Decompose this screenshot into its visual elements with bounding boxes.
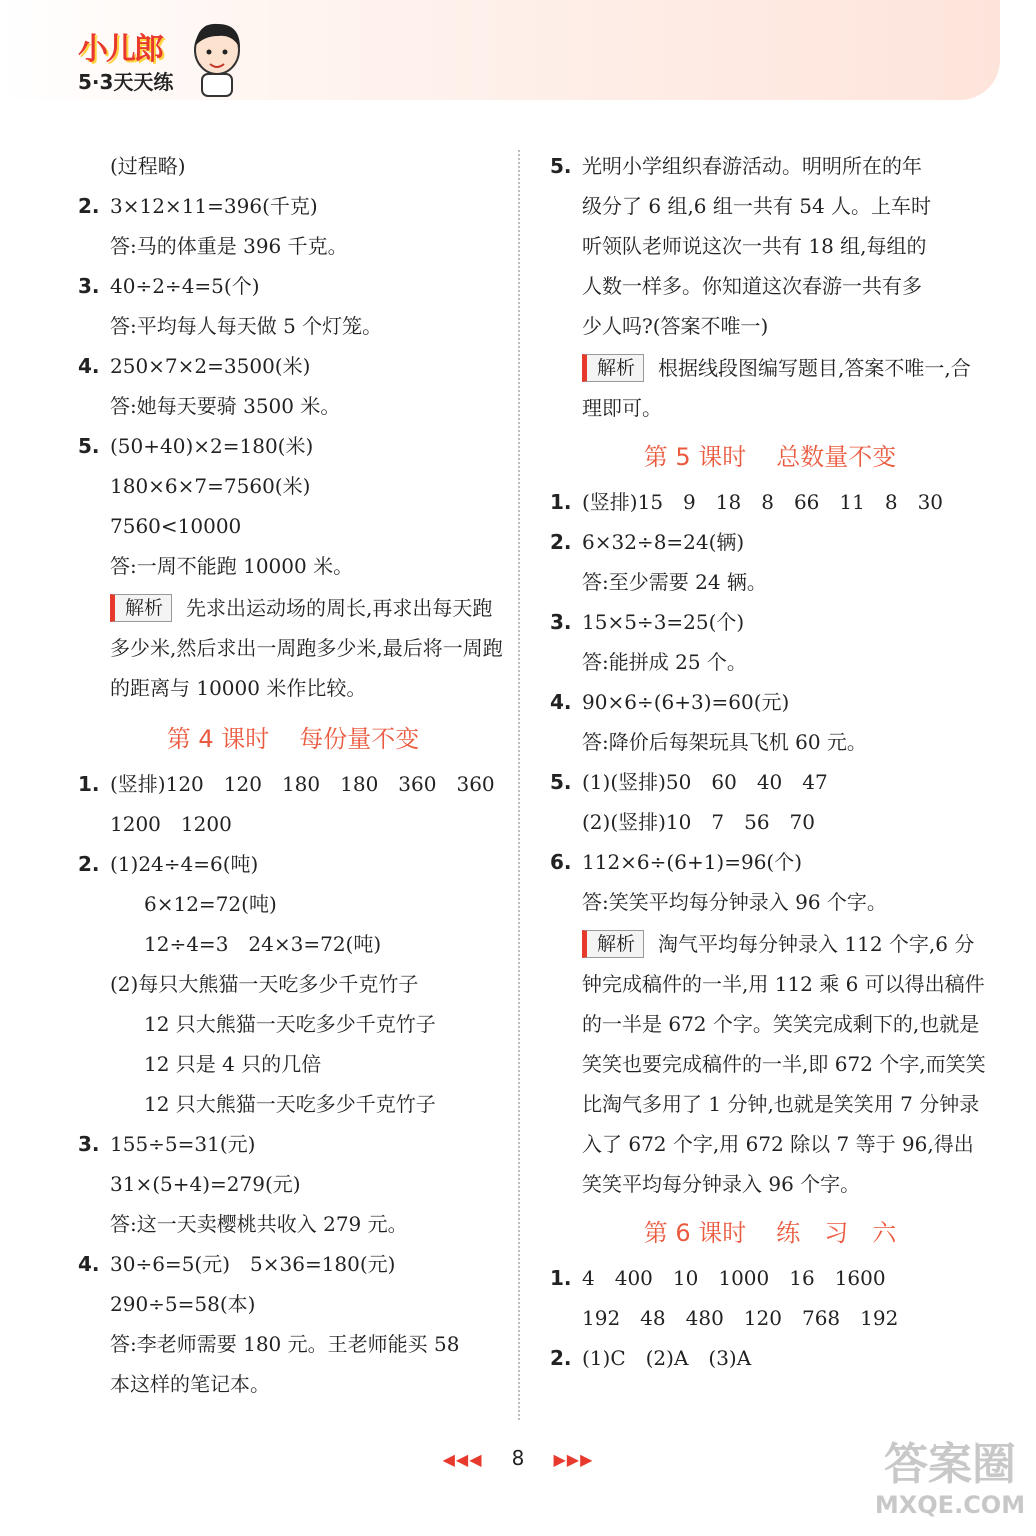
lesson5-question-2 <box>550 522 990 562</box>
watermark-logo: 答案圈 <box>884 1439 1016 1490</box>
answer: 答:马的体重是 396 千克。 <box>110 234 348 258</box>
comparison: 7560<10000 <box>110 514 242 538</box>
answer-line: (1)(竖排)50 60 40 47 <box>582 770 828 794</box>
question-number: 4. <box>78 354 100 378</box>
problem-text: 人数一样多。你知道这次春游一共有多 <box>582 274 922 298</box>
section-title-lesson-4 <box>78 714 508 764</box>
lesson-name: 总数量不变 <box>776 443 897 471</box>
left-column <box>78 146 508 1404</box>
answer: 答:降价后每架玩具飞机 60 元。 <box>582 730 867 754</box>
lesson-name: 练 习 六 <box>776 1219 897 1247</box>
answer-line: (竖排)120 120 180 180 360 360 <box>110 772 495 796</box>
answer-line: 12÷4=3 24×3=72(吨) <box>144 932 382 956</box>
problem-text: 听领队老师说这次一共有 18 组,每组的 <box>582 234 927 258</box>
lesson5-question-1 <box>550 482 990 522</box>
lesson6-question-2 <box>550 1338 990 1378</box>
question-4 <box>78 346 508 386</box>
answer-line: 12 只大熊猫一天吃多少千克竹子 <box>144 1012 436 1036</box>
process-omitted: (过程略) <box>110 154 186 178</box>
equation: 112×6÷(6+1)=96(个) <box>582 850 803 874</box>
lesson4-question-3 <box>78 1124 508 1164</box>
question-3 <box>78 266 508 306</box>
answer: 答:她每天要骑 3500 米。 <box>110 394 341 418</box>
answer-line: 1200 1200 <box>110 812 232 836</box>
answer-line: 12 只大熊猫一天吃多少千克竹子 <box>144 1092 436 1116</box>
answer-line: 4 400 10 1000 16 1600 <box>582 1266 886 1290</box>
lesson5-question-4 <box>550 682 990 722</box>
analysis-tag: 解析 <box>582 930 644 958</box>
equation: 250×7×2=3500(米) <box>110 354 311 378</box>
right-column <box>550 146 990 1378</box>
problem-text: 光明小学组织春游活动。明明所在的年 <box>582 154 922 178</box>
equation: 290÷5=58(本) <box>110 1292 256 1316</box>
answer-line: 192 48 480 120 768 192 <box>582 1306 899 1330</box>
question-number: 3. <box>78 274 100 298</box>
question-number: 4. <box>550 690 572 714</box>
answer: 答:至少需要 24 辆。 <box>582 570 767 594</box>
next-arrows-icon: ▶▶▶ <box>553 1450 594 1469</box>
answer: 本这样的笔记本。 <box>110 1372 270 1396</box>
analysis-block <box>78 588 508 708</box>
section-title-lesson-5 <box>550 432 990 482</box>
question-number: 2. <box>550 1346 572 1370</box>
equation: 3×12×11=396(千克) <box>110 194 318 218</box>
question-5-problem <box>550 146 990 186</box>
question-number: 5. <box>550 770 572 794</box>
answer: 答:笑笑平均每分钟录入 96 个字。 <box>582 890 887 914</box>
answer-line: (竖排)15 9 18 8 66 11 8 30 <box>582 490 944 514</box>
lesson5-question-5 <box>550 762 990 802</box>
lesson-name: 每份量不变 <box>299 725 420 753</box>
lesson5-question-6 <box>550 842 990 882</box>
lesson-number: 第 5 课时 <box>643 443 747 471</box>
analysis-text: 根据线段图编写题目,答案不唯一,合理即可。 <box>582 356 971 420</box>
question-number: 3. <box>78 1132 100 1156</box>
lesson4-question-2 <box>78 844 508 884</box>
mascot-icon <box>188 20 246 98</box>
equation: 6×32÷8=24(辆) <box>582 530 745 554</box>
question-number: 5. <box>78 434 100 458</box>
answer: 答:李老师需要 180 元。王老师能买 58 <box>110 1332 460 1356</box>
answer: 答:一周不能跑 10000 米。 <box>110 554 354 578</box>
analysis-tag: 解析 <box>582 354 644 382</box>
equation: 90×6÷(6+3)=60(元) <box>582 690 790 714</box>
lesson5-question-3 <box>550 602 990 642</box>
equation: 40÷2÷4=5(个) <box>110 274 260 298</box>
question-number: 2. <box>78 852 100 876</box>
question-number: 3. <box>550 610 572 634</box>
watermark-domain: MXQE.COM <box>874 1491 1026 1519</box>
answer-line: (1)C (2)A (3)A <box>582 1346 752 1370</box>
question-5 <box>78 426 508 466</box>
answer-line: 12 只是 4 只的几倍 <box>144 1052 322 1076</box>
answer-line: (1)24÷4=6(吨) <box>110 852 259 876</box>
analysis-text: 先求出运动场的周长,再求出每天跑多少米,然后求出一周跑多少米,最后将一周跑的距离与 10000 米作比较。 <box>110 596 503 700</box>
lesson-number: 第 4 课时 <box>166 725 270 753</box>
lesson-number: 第 6 课时 <box>643 1219 747 1247</box>
watermark <box>870 1440 1030 1530</box>
answer: 答:这一天卖樱桃共收入 279 元。 <box>110 1212 408 1236</box>
question-number: 4. <box>78 1252 100 1276</box>
column-divider <box>518 150 520 1420</box>
answer: 答:平均每人每天做 5 个灯笼。 <box>110 314 383 338</box>
question-number: 5. <box>550 154 572 178</box>
answer-line: 6×12=72(吨) <box>144 892 277 916</box>
brand-logo <box>70 20 240 100</box>
lesson6-question-1 <box>550 1258 990 1298</box>
prev-arrows-icon: ◀◀◀ <box>442 1450 483 1469</box>
question-2 <box>78 186 508 226</box>
series-name: 5·3天天练 <box>78 70 174 94</box>
problem-text: 级分了 6 组,6 组一共有 54 人。上车时 <box>582 194 932 218</box>
lesson4-question-4 <box>78 1244 508 1284</box>
page-number: 8 <box>511 1446 525 1470</box>
answer: 答:能拼成 25 个。 <box>582 650 747 674</box>
analysis-block <box>550 924 990 1204</box>
equation: 180×6×7=7560(米) <box>110 474 311 498</box>
problem-text: 少人吗?(答案不唯一) <box>582 314 769 338</box>
question-number: 1. <box>550 1266 572 1290</box>
analysis-block <box>550 348 990 428</box>
question-number: 1. <box>78 772 100 796</box>
section-title-lesson-6 <box>550 1208 990 1258</box>
question-number: 1. <box>550 490 572 514</box>
brand-name: 小儿郎 <box>78 32 162 67</box>
lesson4-question-1 <box>78 764 508 804</box>
analysis-text: 淘气平均每分钟录入 112 个字,6 分钟完成稿件的一半,用 112 乘 6 可以得出稿件的一半是 672 个字。笑笑完成剩下的,也就是笑笑也要完成稿件的一半,即 672 个字,而笑笑比淘气多用了 1 分钟,也就是笑笑用 7 分钟录入了 672 个字,用 672 除以 7 等于 96,得出笑笑平均每分钟录入 96 个字。 <box>582 932 986 1196</box>
answer-line: (2)每只大熊猫一天吃多少千克竹子 <box>110 972 419 996</box>
equation: 30÷6=5(元) 5×36=180(元) <box>110 1252 396 1276</box>
answer-line: (2)(竖排)10 7 56 70 <box>582 810 816 834</box>
question-number: 6. <box>550 850 572 874</box>
equation: 15×5÷3=25(个) <box>582 610 745 634</box>
equation: (50+40)×2=180(米) <box>110 434 314 458</box>
equation: 155÷5=31(元) <box>110 1132 256 1156</box>
question-number: 2. <box>78 194 100 218</box>
equation: 31×(5+4)=279(元) <box>110 1172 301 1196</box>
analysis-tag: 解析 <box>110 594 172 622</box>
question-number: 2. <box>550 530 572 554</box>
